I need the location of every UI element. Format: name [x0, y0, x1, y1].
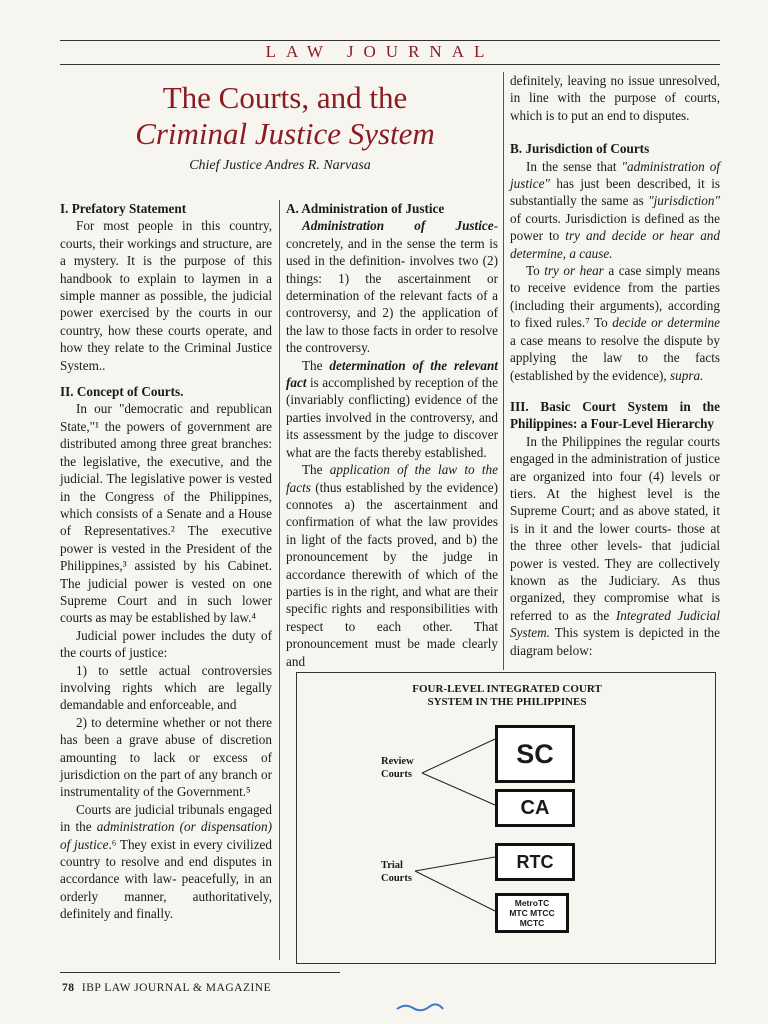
- journal-header: LAW JOURNAL: [215, 42, 545, 62]
- trial-to-rtc-line: [415, 857, 495, 871]
- paragraph: 1) to settle actual controversies involving rights which are legally demandable and enforceable, and: [60, 662, 272, 713]
- emphasis: try or hear: [544, 263, 604, 279]
- emphasis: determination of the relevant fact: [286, 357, 498, 391]
- paragraph: [60, 801, 272, 923]
- paragraph: [510, 433, 720, 659]
- column-1: [60, 200, 272, 923]
- text-run: To: [526, 263, 545, 279]
- text-run: (thus established by the evidence) connotes a) the ascertainment and confirmation of what the law provides in light of the facts proved, and b) the pronouncement by the judge in accordance therewith of which of the parties is in the right, and what are their specific rights and responsibilities with respect to each other. That pronouncement must be made clearly and: [286, 479, 498, 669]
- text-run: of courts. Jurisdiction is defined as the power to: [510, 210, 720, 244]
- trial-courts-label: [381, 859, 412, 885]
- review-label-line-1: Review: [381, 756, 414, 767]
- trial-label-line-2: Courts: [381, 873, 412, 884]
- review-courts-label: [381, 755, 414, 781]
- header-rule-bottom: [60, 64, 720, 65]
- paragraph: Judicial power includes the duty of the courts of justice:: [60, 627, 272, 661]
- court-hierarchy-diagram: [296, 672, 716, 964]
- emphasis: application of the law to the facts: [286, 462, 498, 495]
- title-line-1: The Courts, and the: [162, 80, 408, 115]
- review-to-sc-line: [422, 739, 495, 773]
- column-3: [510, 72, 720, 659]
- title-line-2: Criminal Justice System: [135, 116, 435, 151]
- paragraph: [510, 262, 720, 384]
- paragraph: 2) to determine whether or not there has been a grave abuse of discretion amounting to lack or excess of jurisdiction on the part of any branch or instrumentality of the Government.⁵: [60, 714, 272, 800]
- column-divider-1: [279, 200, 280, 960]
- column-2: [286, 200, 498, 670]
- paragraph: [286, 461, 498, 670]
- emphasis: decide or determine: [612, 315, 721, 331]
- review-label-line-2: Courts: [381, 769, 412, 780]
- text-run: The: [302, 357, 330, 373]
- paragraph: For most people in this country, courts, their workings and structure, are a mystery. It is the purpose of this handbook to explain to laymen in a simple manner as possible, the judicial power exercised by the courts in our country, how these courts operate, and how they relate to the Criminal Justice System..: [60, 218, 272, 373]
- footer-rule: [60, 972, 340, 973]
- emphasis: try and decide or hear and determine, a cause.: [510, 228, 720, 261]
- trial-label-line-1: Trial: [381, 860, 403, 871]
- publication-name: IBP LAW JOURNAL & MAGAZINE: [81, 982, 272, 994]
- article-title: [100, 80, 470, 152]
- section-heading-jurisdiction: B. Jurisdiction of Courts: [510, 141, 650, 157]
- page-number: 78: [62, 982, 75, 994]
- supreme-court-box: SC: [495, 725, 575, 783]
- diagram-title-line-1: FOUR-LEVEL INTEGRATED COURT: [412, 683, 602, 695]
- regional-trial-court-box: RTC: [495, 843, 575, 881]
- review-to-ca-line: [422, 773, 495, 805]
- emphasis: Administration of Justice: [302, 218, 494, 234]
- municipal-courts-box: [495, 893, 569, 933]
- paragraph: definitely, leaving no issue unresolved, in line with the purpose of courts, which is to put an end to disputes.: [510, 73, 720, 123]
- page-footer: [62, 982, 271, 994]
- mtc-line-3: MCTC: [519, 918, 545, 928]
- mtc-line-2: MTC MTCC: [509, 908, 555, 918]
- emphasis: administration (or dispensation) of justice: [60, 819, 272, 852]
- emphasis: "jurisdiction": [648, 193, 720, 209]
- emphasis: "administration of justice": [510, 158, 720, 192]
- author-byline: Chief Justice Andres R. Narvasa: [189, 158, 371, 173]
- stamp-mark: [395, 1000, 445, 1014]
- text-run: .⁶ They exist in every civilized country to resolve and end disputes in accordance with law- peacefully, in an orderly manner, authoritatively, definitely and finally.: [60, 836, 272, 922]
- column-divider-2: [503, 72, 504, 670]
- text-run: In the Philippines the regular courts engaged in the administration of justice are organized into four (4) levels or tiers. At the highest level is the Supreme Court; and as above stated, it is in it and the lower courts- those at the three other levels- that judicial power is vested. They are collectively known as the Judiciary. As thus organized, they compromise what is referred to as the: [510, 433, 720, 623]
- paragraph: In our "democratic and republican State,"¹ the powers of government are distributed among three great branches: the legislative, the executive, and the judicial. The legislative power is vested in the Congress of the Philippines, which consists of a Senate and a House of Representatives.² The executive power is vested in the President of the Philippines,³ assisted by his Cabinet. The judicial power is vested on one Supreme Court and in such lower courts as may be established by law.⁴: [60, 401, 272, 626]
- text-run: a case means to resolve the dispute by applying the law to the facts (established by the evidence),: [510, 332, 720, 383]
- section-heading-court-system: III. Basic Court System in the Philippines: a Four-Level Hierarchy: [510, 398, 720, 432]
- text-run: - concretely, and in the sense the term is used in the definition- involves two (2) things: 1) the ascertainment or determination of the relevant facts of a controversy, and 2) the application of the law to those facts in order to resolve the controversy.: [286, 218, 498, 356]
- court-of-appeals-box: CA: [495, 789, 575, 827]
- text-run: Courts are judicial tribunals engaged in the: [60, 801, 272, 835]
- trial-to-mtc-line: [415, 871, 495, 911]
- diagram-title-line-2: SYSTEM IN THE PHILIPPINES: [427, 696, 587, 708]
- section-heading-concept: II. Concept of Courts.: [60, 384, 184, 400]
- header-rule-top: [60, 40, 720, 41]
- emphasis: supra.: [670, 367, 704, 383]
- section-heading-prefatory: I. Prefatory Statement: [60, 201, 187, 216]
- emphasis: Integrated Judicial System.: [510, 607, 720, 641]
- mtc-line-1: MetroTC: [514, 898, 550, 908]
- text-run: is accomplished by reception of the (invariably conflicting) evidence of the parties involved in the controversy, and its assessment by the judge to discover what are the facts thereby established.: [286, 375, 498, 460]
- text-run: has just been described, it is substantially the same as: [510, 176, 720, 209]
- text-run: In the sense that: [526, 158, 622, 174]
- paragraph: [510, 158, 720, 262]
- paragraph: [286, 357, 498, 461]
- section-heading-administration: A. Administration of Justice: [286, 201, 445, 216]
- paragraph: [286, 217, 498, 356]
- text-run: This system is depicted in the diagram below:: [510, 625, 720, 658]
- text-run: a case simply means to receive evidence from the parties (including their arguments), according to fixed rules.⁷ To: [510, 263, 721, 331]
- text-run: The: [302, 462, 330, 478]
